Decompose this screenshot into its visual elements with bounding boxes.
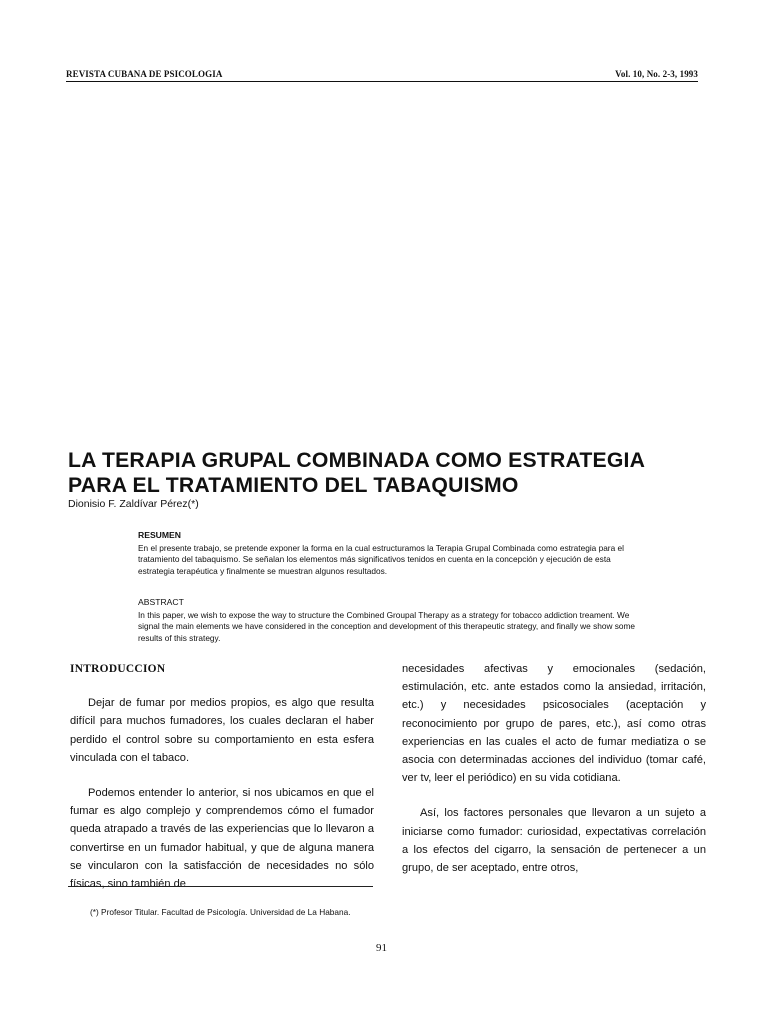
paragraph: Así, los factores personales que llevaron a un sujeto a iniciarse como fumador: curiosidad, expectativas correlación a los efectos del cigarro, la sensación de pertenecer a un grupo, de ser aceptado, entre otros, — [402, 807, 706, 875]
paragraph: Dejar de fumar por medios propios, es algo que resulta difícil para muchos fumadores, los cuales declaran el haber perdido el control sobre su comportamiento en esta esfera vinculada con el tabaco. — [70, 697, 374, 764]
header-divider — [66, 81, 698, 82]
author-name: Dionisio F. Zaldívar Pérez(*) — [68, 498, 199, 510]
right-column — [402, 660, 706, 877]
section-heading: INTRODUCCION — [70, 663, 166, 675]
journal-name: REVISTA CUBANA DE PSICOLOGIA — [66, 69, 223, 79]
resumen-block — [138, 530, 638, 577]
abstract-text: In this paper, we wish to expose the way to structure the Combined Groupal Therapy as a strategy for tobacco addiction treament. We signal the main elements we have considered in the conception and development of this therapeutic strategy, and finally we show some results of this strategy. — [138, 609, 636, 643]
footnote-divider — [68, 886, 373, 887]
left-column — [70, 660, 374, 893]
paragraph: necesidades afectivas y emocionales (sedación, estimulación, etc. ante estados como la ansiedad, irritación, etc.) y necesidades psicosociales (aceptación y reconocimiento por grupo de pares, etc.), así como otras experiencias en las cuales el acto de fumar mediatiza o se asocia con determinadas acciones del individuo (tomar café, ver tv, leer el periódico) en su vida cotidiana. — [402, 663, 706, 785]
resumen-heading: RESUMEN — [138, 530, 181, 540]
title-line-1: LA TERAPIA GRUPAL COMBINADA COMO ESTRATEGIA — [68, 449, 646, 472]
running-header — [66, 69, 698, 79]
page-number: 91 — [376, 942, 387, 954]
abstract-block — [138, 597, 638, 644]
article-title — [68, 448, 708, 498]
resumen-text: En el presente trabajo, se pretende exponer la forma en la cual estructuramos la Terapia Grupal Combinada como estrategia para el tratamiento del tabaquismo. Se señalan los elementos más significativos tenidos en cuenta en la concepción y ejecución de esta estrategia terapéutica y finalmente se muestran algunos resultados. — [138, 542, 624, 576]
title-line-2: PARA EL TRATAMIENTO DEL TABAQUISMO — [68, 474, 519, 497]
footnote: (*) Profesor Titular. Facultad de Psicología. Universidad de La Habana. — [90, 907, 351, 917]
abstract-heading: ABSTRACT — [138, 597, 184, 607]
volume-info: Vol. 10, No. 2-3, 1993 — [615, 69, 698, 79]
paragraph: Podemos entender lo anterior, si nos ubicamos en que el fumar es algo complejo y comprendemos cómo el fumador queda atrapado a través de las experiencias que lo llevaron a convertirse en un fumador habitual, y que de alguna manera se vincularon con la satisfacción de necesidades no sólo físicas, sino también de — [70, 787, 374, 891]
